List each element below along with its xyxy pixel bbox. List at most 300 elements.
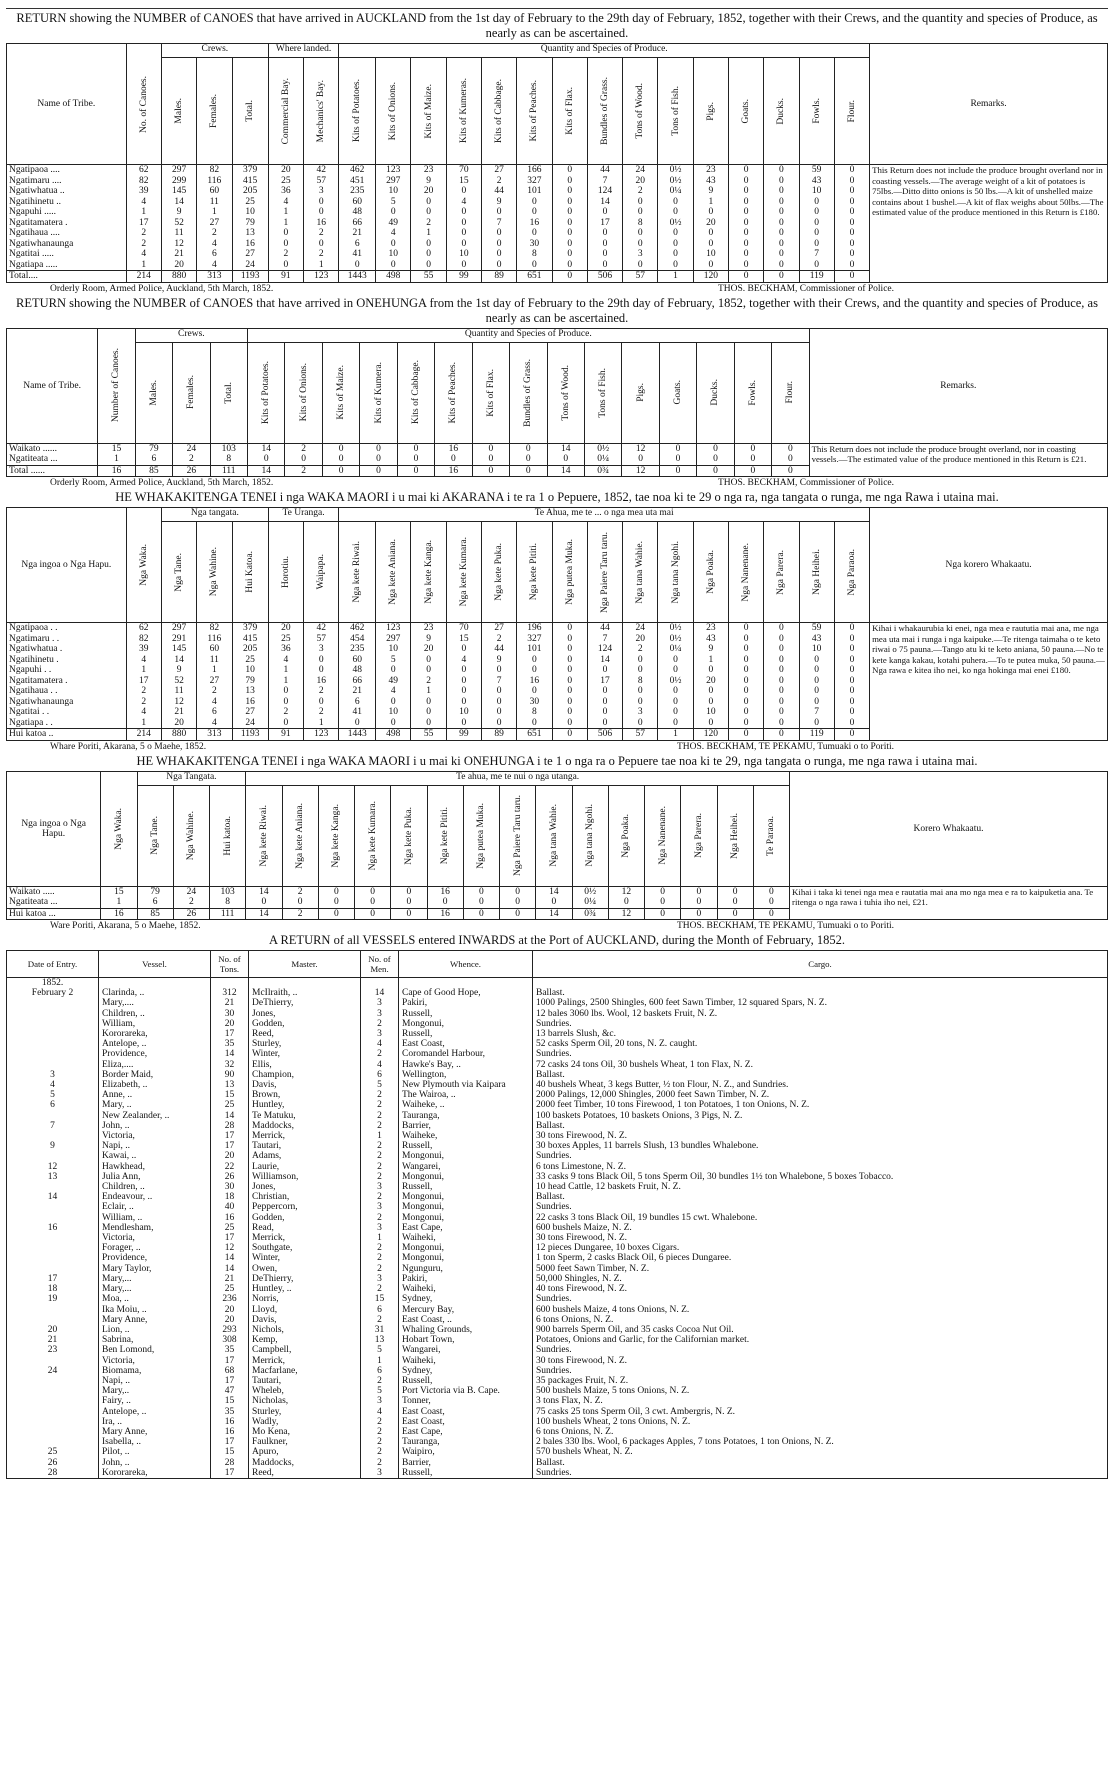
- total-cell: 55: [411, 729, 446, 741]
- table-cell: 0: [500, 897, 536, 908]
- vessel-cargo: 2000 feet Timber, 10 tons Firewood, 1 ton Potatoes, 1 ton Onions, N. Z.: [533, 1100, 1108, 1110]
- vessel-master: DeThierry,: [249, 1274, 361, 1284]
- vessel-men: 2: [361, 1090, 399, 1100]
- entry-date: 17: [7, 1274, 99, 1284]
- vessel-cargo: 30 tons Firewood, N. Z.: [533, 1233, 1108, 1243]
- table-cell: 0: [552, 186, 587, 197]
- total-cell: 12: [608, 908, 644, 920]
- entry-date: [7, 1437, 99, 1447]
- signature-left: Whare Poriti, Akarana, 5 o Maehe, 1852.: [50, 741, 207, 752]
- table-cell: 0: [681, 897, 717, 908]
- table-cell: 0¼: [658, 186, 693, 197]
- table-cell: 0: [411, 249, 446, 260]
- table-cell: 0: [834, 686, 869, 697]
- total-cell: 0: [397, 465, 434, 477]
- column-header-label: Nga tana Ngohi.: [585, 804, 596, 867]
- table-cell: 41: [339, 707, 376, 718]
- vessel-tons: 28: [211, 1458, 249, 1468]
- vessel-master: Godden,: [249, 1213, 361, 1223]
- vessel-name: William,: [99, 1019, 211, 1029]
- column-header: [210, 342, 247, 443]
- table-cell: 0½: [658, 218, 693, 229]
- table-cell: 0: [834, 644, 869, 655]
- vessel-tons: 20: [211, 1151, 249, 1161]
- vessel-row: [7, 1019, 1108, 1029]
- total-cell: 0: [834, 729, 869, 741]
- table-cell: 20: [693, 218, 728, 229]
- vessel-tons: 21: [211, 998, 249, 1008]
- tribe-name: Ngatipaoa . .: [7, 623, 127, 634]
- table-cell: 0: [587, 665, 622, 676]
- vessels-table: [6, 950, 1108, 1479]
- vessel-row: [7, 1213, 1108, 1223]
- table-cell: 0: [472, 454, 509, 465]
- table-cell: 7: [799, 707, 834, 718]
- vessel-whence: Hawke's Bay, ..: [399, 1060, 533, 1070]
- column-header: [658, 522, 693, 623]
- vessel-tons: 32: [211, 1060, 249, 1070]
- table-cell: 3: [304, 186, 339, 197]
- table-cell: 0: [799, 260, 834, 271]
- entry-date: [7, 1243, 99, 1253]
- total-cell: 0: [681, 908, 717, 920]
- table-cell: 2: [268, 249, 303, 260]
- vessel-whence: Waiheki,: [399, 1284, 533, 1294]
- tribe-name: Ngatiteata ...: [7, 897, 101, 908]
- vessel-row: [7, 1100, 1108, 1110]
- column-header-label: Kits of Kumeras.: [458, 78, 469, 144]
- table-cell: 0: [764, 676, 799, 687]
- table-cell: 9: [411, 176, 446, 187]
- column-header-label: Flour.: [846, 99, 857, 123]
- return-title: HE WHAKAKITENGA TENEI i nga WAKA MAORI i u mai ki AKARANA i te ra 1 o Pepuere, 1852, tae noa ki te 29 o nga ra, nga tangata o runga, me nga Rawa i utaina mai.: [115, 490, 999, 504]
- vessel-tons: 25: [211, 1223, 249, 1233]
- entry-date: [7, 1253, 99, 1263]
- entry-date: 24: [7, 1366, 99, 1376]
- entry-date: [7, 1182, 99, 1192]
- signature-right: THOS. BECKHAM, Commissioner of Police.: [717, 283, 894, 294]
- group-header: Quantity and Species of Produce.: [248, 328, 810, 342]
- table-cell: 0: [764, 228, 799, 239]
- vessel-tons: 26: [211, 1172, 249, 1182]
- vessel-men: [361, 978, 399, 989]
- table-cell: 20: [693, 676, 728, 687]
- column-header: [799, 522, 834, 623]
- table-cell: 0: [391, 886, 427, 897]
- column-header: [799, 58, 834, 165]
- column-header: [137, 785, 173, 886]
- column-header-label: No. of Canoes.: [138, 75, 149, 133]
- table-cell: 0: [397, 443, 434, 454]
- total-cell: 14: [246, 908, 282, 920]
- table-cell: 9: [161, 665, 196, 676]
- table-cell: 2: [173, 897, 209, 908]
- vessel-name: Isabella, ..: [99, 1437, 211, 1447]
- total-cell: 111: [210, 908, 246, 920]
- vessel-whence: Sydney,: [399, 1294, 533, 1304]
- vessel-master: Maddocks,: [249, 1458, 361, 1468]
- vessel-name: John, ..: [99, 1458, 211, 1468]
- table-cell: 14: [246, 886, 282, 897]
- vessel-master: Macfarlane,: [249, 1366, 361, 1376]
- table-cell: 24: [173, 886, 209, 897]
- table-cell: 2: [126, 228, 161, 239]
- table-cell: 103: [210, 443, 247, 454]
- vessel-whence: Russell,: [399, 1182, 533, 1192]
- vessel-row: [7, 1468, 1108, 1479]
- vessel-whence: Mongonui,: [399, 1019, 533, 1029]
- table-cell: 0: [268, 718, 303, 729]
- vessels-column-header: Vessel.: [99, 951, 211, 978]
- corner-label: Nga ingoa o Nga Hapu.: [7, 771, 101, 886]
- entry-date: [7, 1233, 99, 1243]
- vessel-tons: [211, 978, 249, 989]
- total-cell: 16: [427, 908, 463, 920]
- table-cell: 451: [339, 176, 376, 187]
- vessel-men: 2: [361, 1417, 399, 1427]
- table-cell: 52: [161, 676, 196, 687]
- tribe-name: Waikato ......: [7, 443, 98, 454]
- column-header-label: Goats.: [673, 380, 684, 405]
- column-header: [734, 342, 771, 443]
- table-cell: 124: [587, 644, 622, 655]
- table-cell: 42: [304, 623, 339, 634]
- table-cell: 8: [517, 707, 552, 718]
- table-cell: 39: [126, 644, 161, 655]
- table-cell: 0: [587, 228, 622, 239]
- vessel-men: 3: [361, 1396, 399, 1406]
- table-cell: 2: [268, 707, 303, 718]
- returns-container: [6, 11, 1108, 932]
- table-cell: 1: [693, 197, 728, 208]
- vessel-tons: 14: [211, 1049, 249, 1059]
- vessel-row: [7, 998, 1108, 1008]
- total-cell: 880: [161, 729, 196, 741]
- vessel-men: 3: [361, 998, 399, 1008]
- table-cell: 0: [834, 228, 869, 239]
- signature-left: Orderly Room, Armed Police, Auckland, 5th March, 1852.: [50, 283, 274, 294]
- vessel-master: Faulkner,: [249, 1437, 361, 1447]
- table-cell: 0: [517, 655, 552, 666]
- table-cell: 0: [285, 454, 322, 465]
- vessel-master: Merrick,: [249, 1356, 361, 1366]
- table-cell: 6: [197, 249, 232, 260]
- table-cell: 0: [322, 443, 359, 454]
- vessel-whence: East Coast,: [399, 1417, 533, 1427]
- vessel-whence: [399, 978, 533, 989]
- table-cell: 6: [339, 697, 376, 708]
- table-cell: 0: [799, 697, 834, 708]
- table-cell: 0: [728, 718, 763, 729]
- table-cell: 0: [728, 218, 763, 229]
- table-cell: 0: [834, 165, 869, 176]
- column-header: [552, 58, 587, 165]
- table-cell: 10: [376, 249, 411, 260]
- table-cell: 0: [482, 686, 517, 697]
- vessel-cargo: 6 tons Onions, N. Z.: [533, 1427, 1108, 1437]
- vessel-cargo: Sundries.: [533, 1202, 1108, 1212]
- table-cell: 0: [728, 655, 763, 666]
- remarks-text: Kihai i whakaurubia ki enei, nga mea e raututia mai ana, me nga mea uta mai i runga i nga kaipuke.—Te ritenga taimaha o te keto riwai o 75 pauna.—Tango atu ki te keto aniana, 50 pauna.—No te kete kanga kakau, kotahi puhera.—To te putea muka, 50 pauna.—Nga rawa e kitea iho nei, ko nga hokinga mai enei £180.: [870, 623, 1108, 741]
- tribe-name: Ngatitai .....: [7, 249, 127, 260]
- vessel-master: Christian,: [249, 1192, 361, 1202]
- vessel-name: Mary,....: [99, 998, 211, 1008]
- vessel-whence: Mongonui,: [399, 1202, 533, 1212]
- table-cell: 0: [834, 634, 869, 645]
- table-cell: 79: [137, 886, 173, 897]
- table-cell: 79: [232, 676, 268, 687]
- total-label: Hui katoa ...: [7, 908, 101, 920]
- column-header-label: Nga kete Pititi.: [529, 543, 540, 601]
- table-cell: 0: [764, 665, 799, 676]
- column-header: [339, 522, 376, 623]
- table-cell: 379: [232, 165, 268, 176]
- table-cell: 8: [623, 218, 658, 229]
- table-cell: 44: [587, 623, 622, 634]
- canoe-count-header: [98, 328, 135, 443]
- table-cell: 27: [482, 165, 517, 176]
- vessel-row: [7, 1070, 1108, 1080]
- table-cell: 0: [623, 686, 658, 697]
- vessel-cargo: 1000 Palings, 2500 Shingles, 600 feet Sawn Timber, 12 squared Spars, N. Z.: [533, 998, 1108, 1008]
- vessel-master: Huntley, ..: [249, 1284, 361, 1294]
- table-cell: 43: [799, 634, 834, 645]
- column-header: [197, 58, 232, 165]
- table-cell: 0½: [658, 676, 693, 687]
- vessel-men: 6: [361, 1366, 399, 1376]
- table-cell: 0: [772, 454, 809, 465]
- vessel-master: Davis,: [249, 1080, 361, 1090]
- vessel-name: Mendlesham,: [99, 1223, 211, 1233]
- column-header-label: Fowls.: [811, 98, 822, 124]
- vessel-tons: 14: [211, 1111, 249, 1121]
- column-header: [697, 342, 734, 443]
- column-header: [397, 342, 434, 443]
- column-header: [135, 342, 172, 443]
- total-label: Total....: [7, 271, 127, 283]
- table-cell: 0: [693, 665, 728, 676]
- table-cell: 0: [834, 207, 869, 218]
- table-row: [7, 165, 1108, 176]
- table-cell: 10: [693, 249, 728, 260]
- column-header-label: Nga tana Wahie.: [548, 804, 559, 867]
- table-cell: 2: [173, 454, 210, 465]
- tribe-name: Ngatimaru ....: [7, 176, 127, 187]
- vessel-cargo: 13 barrels Slush, &c.: [533, 1029, 1108, 1039]
- vessel-whence: Pakiri,: [399, 998, 533, 1008]
- table-cell: 0: [834, 260, 869, 271]
- column-header-label: Nga Waka.: [138, 544, 149, 586]
- vessel-name: Victoria,: [99, 1131, 211, 1141]
- vessel-cargo: 900 barrels Sperm Oil, and 35 casks Cocoa Nut Oil.: [533, 1325, 1108, 1335]
- vessel-whence: Waiheke, ..: [399, 1100, 533, 1110]
- table-cell: 0: [411, 207, 446, 218]
- vessel-row: [7, 1111, 1108, 1121]
- vessel-tons: 35: [211, 1039, 249, 1049]
- table-cell: 0: [268, 239, 303, 250]
- table-cell: 0: [446, 644, 481, 655]
- vessel-cargo: Ballast.: [533, 1121, 1108, 1131]
- table-cell: 25: [232, 197, 268, 208]
- entry-date: 16: [7, 1223, 99, 1233]
- total-cell: 1: [658, 729, 693, 741]
- table-cell: 0: [834, 655, 869, 666]
- column-header-label: Hui katoa.: [222, 815, 233, 856]
- vessels-header-row: [7, 951, 1108, 978]
- vessel-cargo: 12 bales 3060 lbs. Wool, 12 baskets Fruit, N. Z.: [533, 1009, 1108, 1019]
- vessel-whence: Tonner,: [399, 1396, 533, 1406]
- vessel-master: Winter,: [249, 1253, 361, 1263]
- table-cell: 52: [161, 218, 196, 229]
- total-cell: 120: [693, 729, 728, 741]
- table-cell: 0: [517, 228, 552, 239]
- vessel-row: [7, 1090, 1108, 1100]
- table-cell: 0: [764, 686, 799, 697]
- table-cell: 0: [552, 676, 587, 687]
- entry-date: 19: [7, 1294, 99, 1304]
- vessel-men: 14: [361, 988, 399, 998]
- table-cell: 0½: [658, 634, 693, 645]
- table-cell: 462: [339, 623, 376, 634]
- table-cell: 10: [446, 249, 481, 260]
- total-cell: 119: [799, 729, 834, 741]
- table-cell: 82: [126, 634, 161, 645]
- total-cell: 0: [697, 465, 734, 477]
- table-cell: 0: [799, 655, 834, 666]
- vessel-row: [7, 1029, 1108, 1039]
- column-header-label: Kits of Cabbage.: [410, 360, 421, 425]
- column-header-label: Tons of Wood.: [635, 83, 646, 139]
- vessel-tons: 308: [211, 1335, 249, 1345]
- vessel-cargo: 40 bushels Wheat, 3 kegs Butter, ½ ton Flour, N. Z., and Sundries.: [533, 1080, 1108, 1090]
- column-header-label: Pigs.: [705, 101, 716, 121]
- table-cell: 0: [717, 886, 753, 897]
- table-cell: 20: [411, 186, 446, 197]
- column-header: [268, 522, 303, 623]
- vessel-row: [7, 1407, 1108, 1417]
- vessel-name: Napi, ..: [99, 1376, 211, 1386]
- vessel-name: Hawkhead,: [99, 1162, 211, 1172]
- vessel-men: 2: [361, 1100, 399, 1110]
- vessel-men: 5: [361, 1386, 399, 1396]
- table-cell: 0: [282, 897, 318, 908]
- table-cell: 379: [232, 623, 268, 634]
- column-header: [248, 342, 285, 443]
- table-cell: 0: [658, 655, 693, 666]
- vessel-master: Merrick,: [249, 1233, 361, 1243]
- table-cell: 0: [693, 260, 728, 271]
- column-header: [482, 522, 517, 623]
- vessel-cargo: 30 tons Firewood, N. Z.: [533, 1356, 1108, 1366]
- vessel-cargo: 5000 feet Sawn Timber, N. Z.: [533, 1264, 1108, 1274]
- column-header-label: Kits of Kumera.: [373, 361, 384, 424]
- vessel-tons: 20: [211, 1019, 249, 1029]
- vessel-name: Antelope, ..: [99, 1039, 211, 1049]
- tribe-name: Ngatiwhatua .: [7, 644, 127, 655]
- vessel-row: [7, 1151, 1108, 1161]
- total-cell: 0¾: [584, 465, 621, 477]
- table-cell: 10: [232, 207, 268, 218]
- table-cell: 0: [764, 260, 799, 271]
- vessel-row: [7, 1264, 1108, 1274]
- tribe-name: Ngatiwhanaunga: [7, 697, 127, 708]
- column-header: [622, 342, 659, 443]
- table-cell: 297: [161, 623, 196, 634]
- vessel-whence: Barrier,: [399, 1121, 533, 1131]
- return-section: [6, 490, 1108, 753]
- table-cell: 25: [268, 634, 303, 645]
- table-cell: 7: [799, 249, 834, 260]
- table-cell: 27: [197, 218, 232, 229]
- column-header-label: Nga Poaka.: [705, 550, 716, 594]
- table-cell: 415: [232, 634, 268, 645]
- column-header-label: Nga Wahine.: [186, 810, 197, 861]
- vessel-name: Providence,: [99, 1049, 211, 1059]
- vessel-whence: Barrier,: [399, 1458, 533, 1468]
- table-cell: 0: [376, 239, 411, 250]
- table-cell: 20: [161, 260, 196, 271]
- table-cell: 66: [339, 218, 376, 229]
- vessel-tons: 236: [211, 1294, 249, 1304]
- table-cell: 0: [728, 228, 763, 239]
- column-header: [587, 58, 622, 165]
- table-cell: 0: [728, 634, 763, 645]
- column-header: [753, 785, 789, 886]
- table-cell: 0: [517, 718, 552, 729]
- corner-label: Name of Tribe.: [7, 44, 127, 165]
- vessel-tons: 15: [211, 1090, 249, 1100]
- table-cell: 0: [728, 249, 763, 260]
- table-cell: 2: [623, 644, 658, 655]
- vessel-name: Antelope, ..: [99, 1407, 211, 1417]
- table-cell: 0¼: [572, 897, 608, 908]
- corner-label: Name of Tribe.: [7, 328, 98, 443]
- vessel-name: Kawai, ..: [99, 1151, 211, 1161]
- table-cell: 20: [623, 176, 658, 187]
- table-cell: 17: [587, 676, 622, 687]
- column-header-label: Nga Nanenane.: [741, 542, 752, 602]
- table-cell: 60: [339, 197, 376, 208]
- vessel-cargo: Sundries.: [533, 1019, 1108, 1029]
- vessel-row: [7, 1458, 1108, 1468]
- vessel-name: Fairy, ..: [99, 1396, 211, 1406]
- table-cell: 0: [411, 197, 446, 208]
- group-header-row: [7, 771, 1108, 785]
- table-cell: 2: [411, 218, 446, 229]
- vessel-row: [7, 1253, 1108, 1263]
- group-header: Nga tangata.: [161, 508, 268, 522]
- column-header-label: Nga Paiere Taru taru.: [512, 795, 523, 876]
- total-cell: 0: [552, 271, 587, 283]
- column-header: [268, 58, 303, 165]
- column-header-label: Goats.: [741, 98, 752, 124]
- vessel-whence: Wangarei,: [399, 1162, 533, 1172]
- table-cell: 0: [446, 718, 481, 729]
- column-header-label: Nga tana Wahie.: [635, 540, 646, 604]
- vessel-cargo: Sundries.: [533, 1366, 1108, 1376]
- vessel-whence: Russell,: [399, 1468, 533, 1479]
- vessel-master: Maddocks,: [249, 1121, 361, 1131]
- vessel-row: [7, 1325, 1108, 1335]
- table-cell: 0: [623, 239, 658, 250]
- vessel-men: 2: [361, 1376, 399, 1386]
- column-header-label: Tons of Fish.: [670, 86, 681, 136]
- vessel-cargo: 600 bushels Maize, N. Z.: [533, 1223, 1108, 1233]
- table-cell: 327: [517, 176, 552, 187]
- vessel-master: Wheleb,: [249, 1386, 361, 1396]
- table-cell: 0: [446, 239, 481, 250]
- vessel-row: [7, 1243, 1108, 1253]
